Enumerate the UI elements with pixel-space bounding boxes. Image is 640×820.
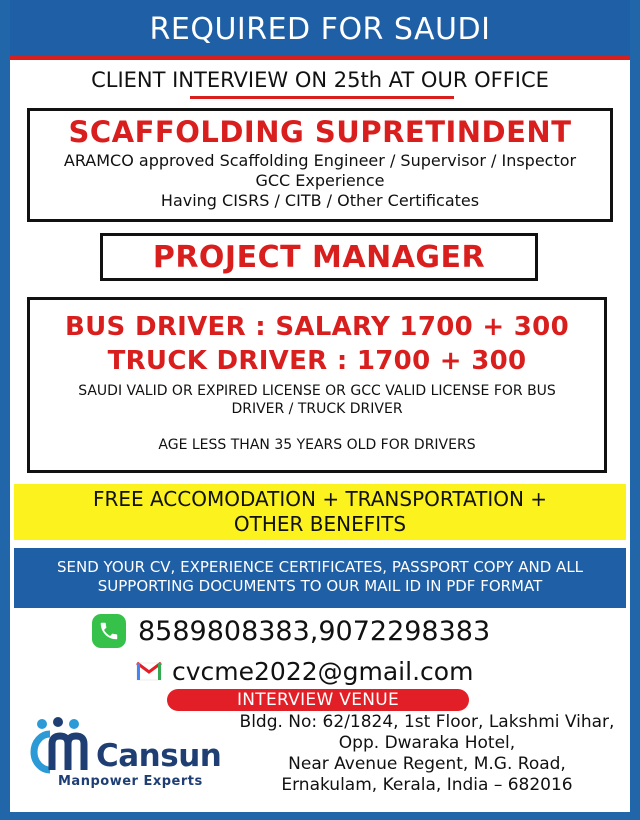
email-address[interactable]: cvcme2022@gmail.com bbox=[172, 656, 474, 686]
phone-numbers[interactable]: 8589808383,9072298383 bbox=[138, 615, 491, 647]
interview-subtitle: CLIENT INTERVIEW ON 25th AT OUR OFFICE bbox=[91, 68, 549, 92]
bus-driver-title: BUS DRIVER : SALARY 1700 + 300 bbox=[65, 312, 569, 342]
license-line: SAUDI VALID OR EXPIRED LICENSE OR GCC VALID LICENSE FOR BUS bbox=[78, 383, 556, 399]
address-line: Bldg. No: 62/1824, 1st Floor, Lakshmi Vihar, bbox=[239, 712, 615, 732]
address-line: Near Avenue Regent, M.G. Road, bbox=[288, 754, 566, 774]
gmail-icon bbox=[136, 660, 162, 682]
address-line: Opp. Dwaraka Hotel, bbox=[338, 733, 516, 753]
truck-driver-title: TRUCK DRIVER : 1700 + 300 bbox=[107, 346, 527, 376]
project-manager-box bbox=[100, 233, 538, 281]
scaffolding-title: SCAFFOLDING SUPRETINDENT bbox=[68, 115, 572, 149]
scaffolding-line: Having CISRS / CITB / Other Certificates bbox=[160, 191, 480, 210]
subtitle-underline bbox=[190, 96, 454, 99]
address-line: Ernakulam, Kerala, India – 682016 bbox=[281, 775, 573, 795]
interview-venue-label: INTERVIEW VENUE bbox=[167, 689, 469, 711]
logo-name: Cansun bbox=[96, 738, 222, 774]
benefits-band bbox=[14, 484, 626, 540]
instructions-line: SEND YOUR CV, EXPERIENCE CERTIFICATES, PASSPORT COPY AND ALL bbox=[56, 558, 584, 576]
venue-address bbox=[232, 712, 622, 796]
whatsapp-phone-icon bbox=[92, 614, 126, 648]
phone-row bbox=[92, 612, 490, 650]
scaffolding-line: ARAMCO approved Scaffolding Engineer / Supervisor / Inspector bbox=[63, 151, 577, 170]
benefits-line: FREE ACCOMODATION + TRANSPORTATION + bbox=[92, 487, 548, 511]
logo-tagline: Manpower Experts bbox=[58, 774, 203, 789]
license-line: DRIVER / TRUCK DRIVER bbox=[231, 401, 403, 417]
instructions-line: SUPPORTING DOCUMENTS TO OUR MAIL ID IN PDF FORMAT bbox=[97, 577, 543, 595]
header-title: REQUIRED FOR SAUDI bbox=[10, 0, 630, 60]
benefits-line: OTHER BENEFITS bbox=[233, 512, 407, 536]
cansun-logo bbox=[28, 712, 222, 796]
instructions-band bbox=[14, 548, 626, 608]
email-row bbox=[136, 654, 473, 688]
project-manager-title: PROJECT MANAGER bbox=[152, 240, 486, 275]
age-line: AGE LESS THAN 35 YEARS OLD FOR DRIVERS bbox=[158, 437, 476, 453]
scaffolding-line: GCC Experience bbox=[255, 171, 385, 190]
scaffolding-box bbox=[27, 108, 613, 222]
drivers-box bbox=[27, 297, 607, 473]
